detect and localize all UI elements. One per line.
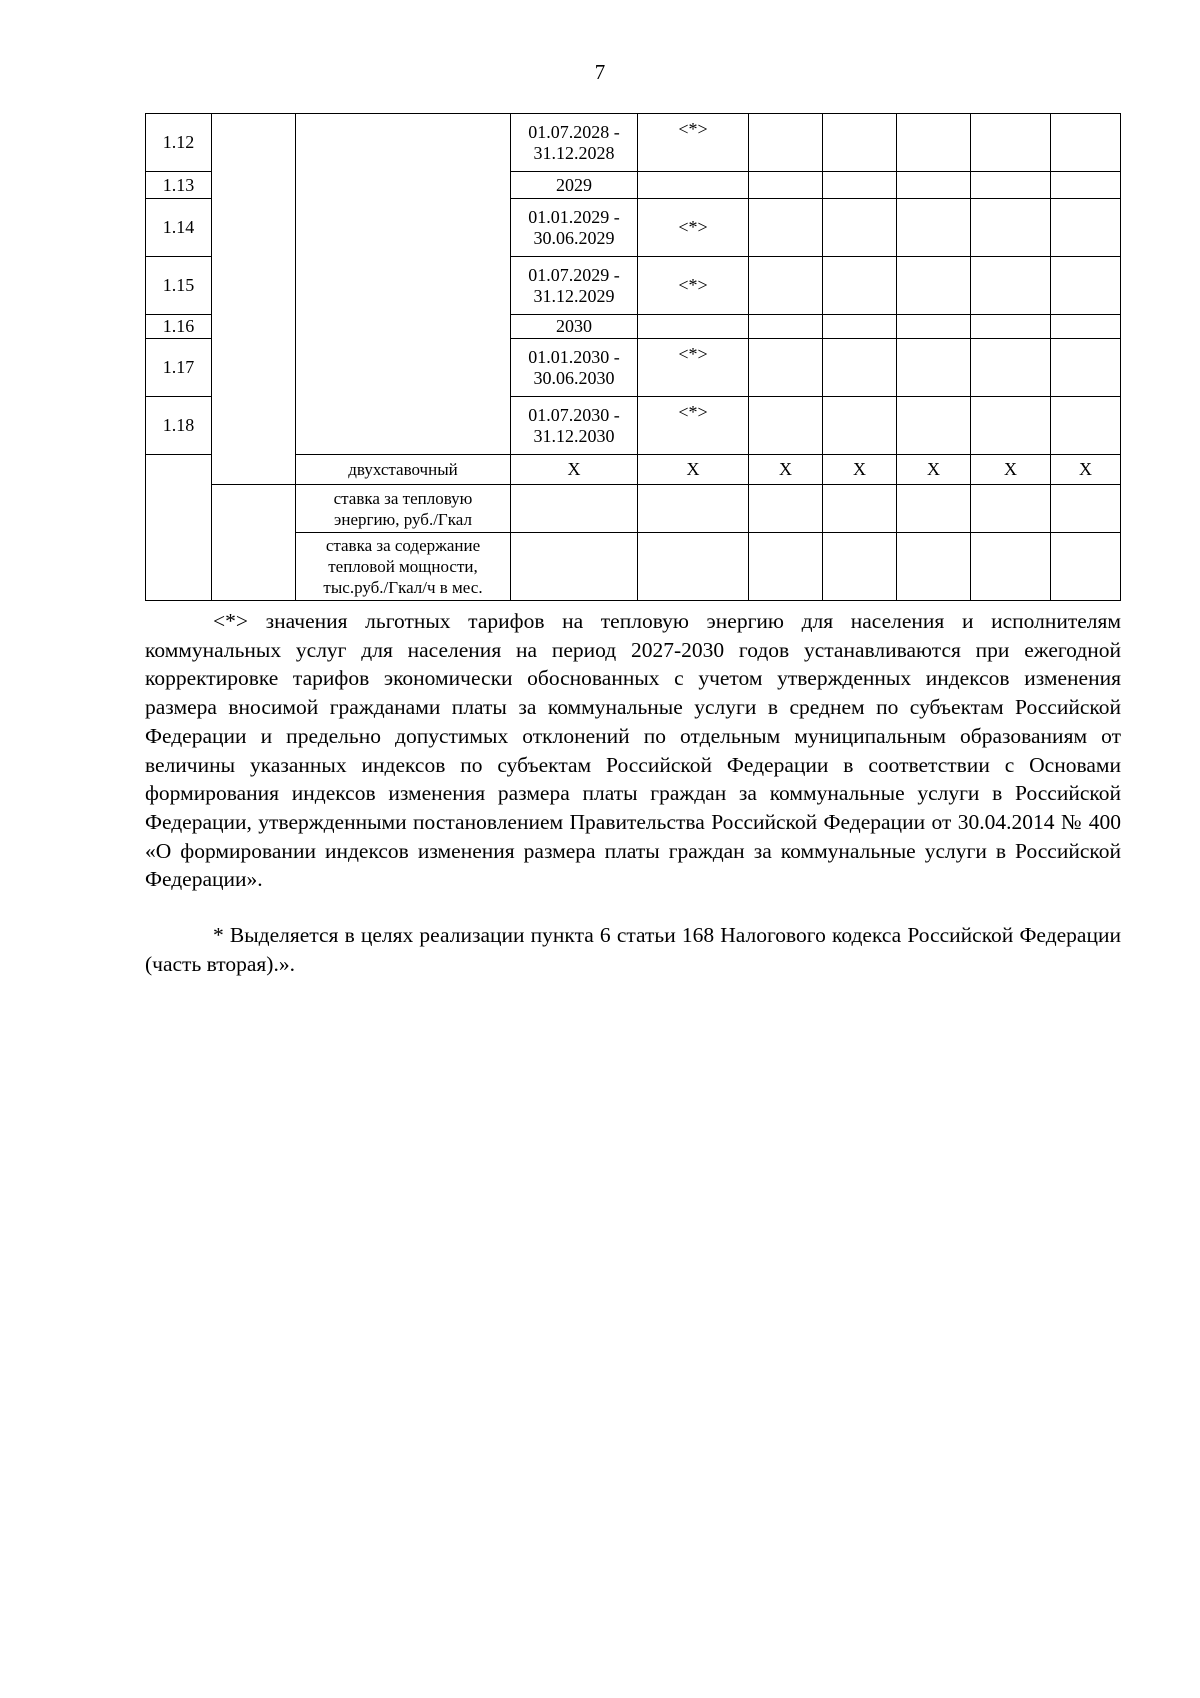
row-number: 1.17: [146, 339, 212, 397]
x-mark: X: [749, 455, 823, 485]
row-number: 1.13: [146, 172, 212, 199]
row-number: 1.16: [146, 315, 212, 339]
period-cell: 01.01.2030 - 30.06.2030: [511, 339, 638, 397]
table-row: [146, 114, 1121, 172]
x-mark: X: [823, 455, 897, 485]
x-mark: X: [511, 455, 638, 485]
footnote-asterisk: * Выделяется в целях реализации пункта 6 статьи 168 Налогового кодекса Российской Федерации (часть вторая).».: [145, 923, 1121, 976]
tariff-cell: [638, 315, 749, 339]
empty-cell: [296, 114, 511, 455]
x-mark: X: [1051, 455, 1121, 485]
footnote-star: <*> значения льготных тарифов на тепловую энергию для населения и исполнителям коммунальных услуг для населения на период 2027-2030 годов устанавливаются при ежегодной корректировке тарифов экономически обоснованных с учетом утвержденных индексов изменения размера вносимой гражданами платы за коммунальные услуги в среднем по субъектам Российской Федерации и предельно допустимых отклонений по отдельным муниципальным образованиям от величины указанных индексов по субъектам Российской Федерации в соответствии с Основами формирования индексов изменения размера платы граждан за коммунальные услуги в Российской Федерации, утвержденными постановлением Правительства Российской Федерации от 30.04.2014 № 400 «О формировании индексов изменения размера платы граждан за коммунальные услуги в Российской Федерации».: [145, 609, 1121, 892]
period-cell: 01.07.2029 - 31.12.2029: [511, 257, 638, 315]
x-mark: X: [638, 455, 749, 485]
empty-cell: [146, 455, 212, 601]
tariff-cell: <*>: [638, 257, 749, 315]
two-part-label: двухставочный: [296, 455, 511, 485]
tariff-cell: [638, 172, 749, 199]
row-number: 1.12: [146, 114, 212, 172]
year-cell: 2030: [511, 315, 638, 339]
heat-capacity-rate-label: ставка за содержание тепловой мощности, тыс.руб./Гкал/ч в мес.: [296, 533, 511, 601]
row-number: 1.14: [146, 199, 212, 257]
x-mark: X: [971, 455, 1051, 485]
heat-energy-rate-label: ставка за тепловую энергию, руб./Гкал: [296, 485, 511, 533]
empty-cell: [212, 114, 296, 485]
tariff-cell: <*>: [638, 339, 749, 397]
empty-cell: [212, 485, 296, 601]
tariff-cell: <*>: [638, 397, 749, 455]
period-cell: 01.07.2028 - 31.12.2028: [511, 114, 638, 172]
notes: [145, 607, 1121, 978]
row-number: 1.18: [146, 397, 212, 455]
tariff-cell: <*>: [638, 114, 749, 172]
tariff-cell: <*>: [638, 199, 749, 257]
year-cell: 2029: [511, 172, 638, 199]
x-mark: X: [897, 455, 971, 485]
page-number: 7: [594, 60, 606, 84]
period-cell: 01.07.2030 - 31.12.2030: [511, 397, 638, 455]
tariff-table: [145, 113, 1121, 601]
row-number: 1.15: [146, 257, 212, 315]
table-row-heat-energy: [146, 485, 1121, 533]
period-cell: 01.01.2029 - 30.06.2029: [511, 199, 638, 257]
